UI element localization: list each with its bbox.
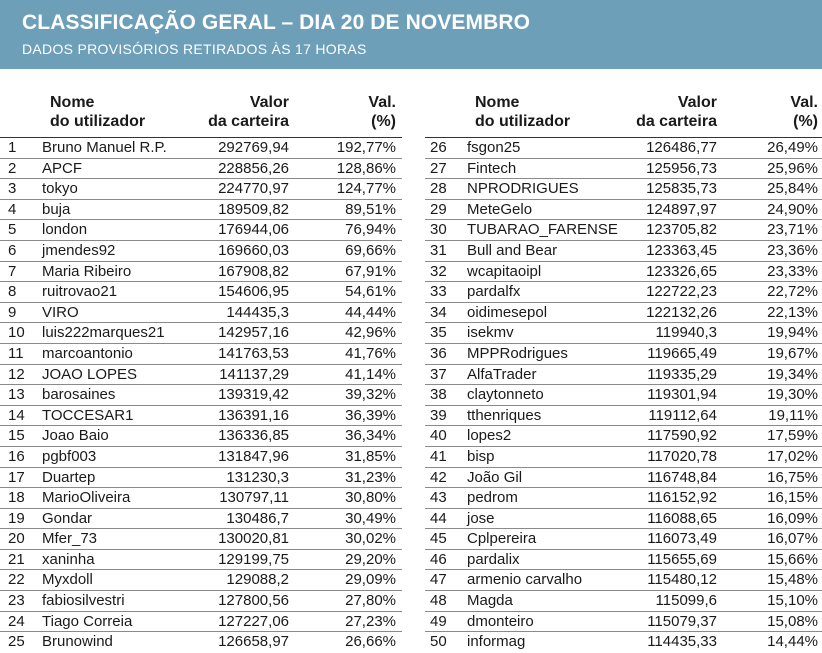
portfolio-value-cell: 129088,2 bbox=[226, 571, 289, 589]
column-header-value-line1: Valor bbox=[249, 94, 289, 111]
portfolio-value-cell: 117590,92 bbox=[647, 427, 717, 445]
table-row bbox=[425, 344, 822, 365]
pct-change-cell: 29,20% bbox=[345, 550, 396, 568]
username-cell: Cplpereira bbox=[467, 530, 537, 548]
rank-cell: 44 bbox=[430, 509, 447, 527]
rank-cell: 28 bbox=[430, 180, 447, 198]
rank-cell: 32 bbox=[430, 262, 447, 280]
portfolio-value-cell: 126658,97 bbox=[218, 633, 289, 651]
username-cell: bisp bbox=[467, 447, 495, 465]
username-cell: MPPRodrigues bbox=[467, 344, 568, 362]
username-cell: João Gil bbox=[467, 468, 523, 486]
rank-cell: 21 bbox=[8, 550, 25, 568]
portfolio-value-cell: 115099,6 bbox=[655, 592, 717, 610]
pct-change-cell: 23,36% bbox=[767, 241, 818, 259]
table-row bbox=[0, 303, 402, 324]
table-row bbox=[0, 385, 402, 406]
column-header-value bbox=[208, 93, 289, 131]
rank-cell: 41 bbox=[430, 447, 447, 465]
username-cell: tthenriques bbox=[467, 406, 542, 424]
table-row bbox=[425, 488, 822, 509]
username-cell: MeteGelo bbox=[467, 200, 533, 218]
pct-change-cell: 30,49% bbox=[345, 509, 396, 527]
rank-cell: 5 bbox=[8, 221, 17, 239]
rank-cell: 4 bbox=[8, 200, 17, 218]
table-row bbox=[0, 159, 402, 180]
portfolio-value-cell: 123326,65 bbox=[646, 262, 717, 280]
pct-change-cell: 15,48% bbox=[767, 571, 818, 589]
pct-change-cell: 41,76% bbox=[345, 344, 396, 362]
rank-cell: 33 bbox=[430, 283, 447, 301]
username-cell: Gondar bbox=[42, 509, 93, 527]
username-cell: fsgon25 bbox=[467, 139, 521, 156]
table-row bbox=[425, 262, 822, 283]
pct-change-cell: 29,09% bbox=[345, 571, 396, 589]
rank-cell: 30 bbox=[430, 221, 447, 239]
portfolio-value-cell: 126486,77 bbox=[646, 139, 717, 156]
table-header bbox=[0, 91, 402, 137]
column-header-value-line1: Valor bbox=[677, 94, 717, 111]
table-row bbox=[425, 591, 822, 612]
table-row bbox=[0, 426, 402, 447]
table-row bbox=[0, 241, 402, 262]
table-row bbox=[0, 529, 402, 550]
rank-cell: 20 bbox=[8, 530, 25, 548]
rank-cell: 39 bbox=[430, 406, 447, 424]
column-header-pct bbox=[790, 93, 818, 131]
rank-cell: 42 bbox=[430, 468, 447, 486]
portfolio-value-cell: 127800,56 bbox=[218, 592, 289, 610]
table-row bbox=[425, 468, 822, 489]
table-row bbox=[425, 303, 822, 324]
username-cell: marcoantonio bbox=[42, 344, 133, 362]
username-cell: APCF bbox=[42, 159, 83, 177]
pct-change-cell: 41,14% bbox=[345, 365, 396, 383]
table-row bbox=[425, 220, 822, 241]
portfolio-value-cell: 119665,49 bbox=[647, 344, 717, 362]
column-header-name-line2: do utilizador bbox=[475, 113, 571, 130]
portfolio-value-cell: 144435,3 bbox=[226, 303, 289, 321]
table-row bbox=[425, 323, 822, 344]
portfolio-value-cell: 115480,12 bbox=[647, 571, 717, 589]
portfolio-value-cell: 129199,75 bbox=[218, 550, 289, 568]
column-header-pct-line1: Val. bbox=[790, 94, 818, 111]
username-cell: lopes2 bbox=[467, 427, 512, 445]
table-row bbox=[0, 179, 402, 200]
table-row bbox=[0, 220, 402, 241]
username-cell: dmonteiro bbox=[467, 612, 534, 630]
username-cell: TUBARAO_FARENSE bbox=[467, 221, 618, 239]
portfolio-value-cell: 123705,82 bbox=[646, 221, 717, 239]
portfolio-value-cell: 141137,29 bbox=[219, 365, 289, 383]
pct-change-cell: 25,84% bbox=[767, 180, 818, 198]
rank-cell: 8 bbox=[8, 283, 17, 301]
rank-cell: 38 bbox=[430, 386, 447, 404]
table-body bbox=[425, 137, 822, 653]
rank-cell: 14 bbox=[8, 406, 25, 424]
rank-cell: 50 bbox=[430, 633, 447, 651]
column-header-name-line1: Nome bbox=[475, 94, 520, 111]
rank-cell: 43 bbox=[430, 489, 447, 507]
username-cell: jose bbox=[467, 509, 495, 527]
username-cell: Brunowind bbox=[42, 633, 113, 651]
column-header-pct-line1: Val. bbox=[368, 94, 396, 111]
portfolio-value-cell: 228856,26 bbox=[218, 159, 289, 177]
table-header bbox=[425, 91, 822, 137]
pct-change-cell: 23,71% bbox=[767, 221, 818, 239]
rank-cell: 24 bbox=[8, 612, 25, 630]
rank-cell: 2 bbox=[8, 159, 17, 177]
rank-cell: 9 bbox=[8, 303, 17, 321]
portfolio-value-cell: 130486,7 bbox=[226, 509, 289, 527]
table-row bbox=[425, 570, 822, 591]
pct-change-cell: 15,08% bbox=[767, 612, 818, 630]
table-row bbox=[0, 591, 402, 612]
portfolio-value-cell: 136391,16 bbox=[218, 406, 289, 424]
pct-change-cell: 89,51% bbox=[345, 200, 396, 218]
pct-change-cell: 22,13% bbox=[767, 303, 818, 321]
rank-cell: 37 bbox=[430, 365, 447, 383]
table-row bbox=[425, 179, 822, 200]
pct-change-cell: 26,66% bbox=[345, 633, 396, 651]
portfolio-value-cell: 119335,29 bbox=[647, 365, 717, 383]
table-row bbox=[0, 447, 402, 468]
table-row bbox=[0, 200, 402, 221]
portfolio-value-cell: 131230,3 bbox=[226, 468, 289, 486]
rank-cell: 27 bbox=[430, 159, 447, 177]
portfolio-value-cell: 117020,78 bbox=[647, 447, 717, 465]
portfolio-value-cell: 189509,82 bbox=[218, 200, 289, 218]
table-row bbox=[425, 632, 822, 653]
table-row bbox=[0, 570, 402, 591]
portfolio-value-cell: 292769,94 bbox=[218, 139, 289, 156]
portfolio-value-cell: 127227,06 bbox=[218, 612, 289, 630]
portfolio-value-cell: 136336,85 bbox=[218, 427, 289, 445]
username-cell: tokyo bbox=[42, 180, 78, 198]
rank-cell: 22 bbox=[8, 571, 25, 589]
rank-cell: 47 bbox=[430, 571, 447, 589]
column-header-value-line2: da carteira bbox=[636, 113, 717, 130]
rank-cell: 26 bbox=[430, 139, 447, 156]
username-cell: MarioOliveira bbox=[42, 489, 131, 507]
table-row bbox=[425, 385, 822, 406]
portfolio-value-cell: 125835,73 bbox=[646, 180, 717, 198]
pct-change-cell: 54,61% bbox=[345, 283, 396, 301]
rank-cell: 35 bbox=[430, 324, 447, 342]
username-cell: pgbf003 bbox=[42, 447, 97, 465]
table-row bbox=[0, 488, 402, 509]
portfolio-value-cell: 176944,06 bbox=[218, 221, 289, 239]
username-cell: jmendes92 bbox=[42, 241, 116, 259]
portfolio-value-cell: 169660,03 bbox=[218, 241, 289, 259]
column-header-value-line2: da carteira bbox=[208, 113, 289, 130]
rank-cell: 12 bbox=[8, 365, 25, 383]
username-cell: Myxdoll bbox=[42, 571, 93, 589]
username-cell: pardalix bbox=[467, 550, 520, 568]
username-cell: VIRO bbox=[42, 303, 79, 321]
username-cell: Duartep bbox=[42, 468, 96, 486]
rank-cell: 48 bbox=[430, 592, 447, 610]
username-cell: JOAO LOPES bbox=[42, 365, 138, 383]
rank-cell: 19 bbox=[8, 509, 25, 527]
pct-change-cell: 67,91% bbox=[345, 262, 396, 280]
pct-change-cell: 19,67% bbox=[767, 344, 818, 362]
pct-change-cell: 36,39% bbox=[345, 406, 396, 424]
pct-change-cell: 124,77% bbox=[336, 180, 396, 198]
username-cell: Bruno Manuel R.P. bbox=[42, 139, 167, 156]
pct-change-cell: 30,02% bbox=[345, 530, 396, 548]
portfolio-value-cell: 119940,3 bbox=[655, 324, 717, 342]
portfolio-value-cell: 122722,23 bbox=[646, 283, 717, 301]
portfolio-value-cell: 119301,94 bbox=[647, 386, 717, 404]
rank-cell: 49 bbox=[430, 612, 447, 630]
rank-cell: 36 bbox=[430, 344, 447, 362]
table-row bbox=[0, 323, 402, 344]
table-row bbox=[425, 159, 822, 180]
rank-cell: 23 bbox=[8, 592, 25, 610]
rank-cell: 3 bbox=[8, 180, 17, 198]
ranking-table-left bbox=[0, 91, 402, 653]
pct-change-cell: 16,09% bbox=[767, 509, 818, 527]
username-cell: Magda bbox=[467, 592, 513, 610]
table-row bbox=[425, 426, 822, 447]
username-cell: Mfer_73 bbox=[42, 530, 98, 548]
pct-change-cell: 23,33% bbox=[767, 262, 818, 280]
column-header-name-line2: do utilizador bbox=[50, 113, 146, 130]
pct-change-cell: 17,02% bbox=[767, 447, 818, 465]
username-cell: london bbox=[42, 221, 88, 239]
username-cell: oidimesepol bbox=[467, 303, 548, 321]
username-cell: Joao Baio bbox=[42, 427, 109, 445]
table-row bbox=[0, 612, 402, 633]
pct-change-cell: 27,23% bbox=[345, 612, 396, 630]
pct-change-cell: 16,07% bbox=[767, 530, 818, 548]
portfolio-value-cell: 131847,96 bbox=[218, 447, 289, 465]
rank-cell: 40 bbox=[430, 427, 447, 445]
username-cell: xaninha bbox=[42, 550, 95, 568]
pct-change-cell: 16,15% bbox=[767, 489, 818, 507]
username-cell: wcapitaoipl bbox=[467, 262, 542, 280]
page-title: CLASSIFICAÇÃO GERAL – DIA 20 DE NOVEMBRO bbox=[22, 11, 531, 34]
username-cell: TOCCESAR1 bbox=[42, 406, 134, 424]
pct-change-cell: 36,34% bbox=[345, 427, 396, 445]
portfolio-value-cell: 116748,84 bbox=[647, 468, 717, 486]
rank-cell: 34 bbox=[430, 303, 447, 321]
pct-change-cell: 19,30% bbox=[767, 386, 818, 404]
rank-cell: 11 bbox=[8, 344, 24, 362]
table-row bbox=[425, 509, 822, 530]
username-cell: NPRODRIGUES bbox=[467, 180, 579, 198]
portfolio-value-cell: 224770,97 bbox=[218, 180, 289, 198]
portfolio-value-cell: 114435,33 bbox=[647, 633, 717, 651]
table-row bbox=[0, 365, 402, 386]
rank-cell: 10 bbox=[8, 324, 25, 342]
column-header-pct-line2: (%) bbox=[371, 113, 396, 130]
username-cell: luis222marques21 bbox=[42, 324, 165, 342]
username-cell: barosaines bbox=[42, 386, 116, 404]
table-row bbox=[425, 282, 822, 303]
rank-cell: 16 bbox=[8, 447, 25, 465]
table-row bbox=[0, 509, 402, 530]
portfolio-value-cell: 115079,37 bbox=[647, 612, 717, 630]
pct-change-cell: 44,44% bbox=[345, 303, 396, 321]
pct-change-cell: 19,11% bbox=[768, 406, 818, 424]
table-row bbox=[0, 550, 402, 571]
username-cell: isekmv bbox=[467, 324, 514, 342]
pct-change-cell: 76,94% bbox=[345, 221, 396, 239]
pct-change-cell: 31,85% bbox=[345, 447, 396, 465]
portfolio-value-cell: 119112,64 bbox=[648, 406, 717, 424]
pct-change-cell: 22,72% bbox=[767, 283, 818, 301]
pct-change-cell: 15,66% bbox=[767, 550, 818, 568]
table-row bbox=[425, 200, 822, 221]
portfolio-value-cell: 142957,16 bbox=[218, 324, 289, 342]
table-row bbox=[0, 468, 402, 489]
portfolio-value-cell: 139319,42 bbox=[218, 386, 289, 404]
table-row bbox=[425, 365, 822, 386]
pct-change-cell: 24,90% bbox=[767, 200, 818, 218]
table-row bbox=[425, 550, 822, 571]
pct-change-cell: 17,59% bbox=[767, 427, 818, 445]
portfolio-value-cell: 123363,45 bbox=[646, 241, 717, 259]
table-row bbox=[0, 406, 402, 427]
portfolio-value-cell: 124897,97 bbox=[646, 200, 717, 218]
portfolio-value-cell: 125956,73 bbox=[646, 159, 717, 177]
pct-change-cell: 16,75% bbox=[767, 468, 818, 486]
username-cell: Maria Ribeiro bbox=[42, 262, 132, 280]
table-row bbox=[425, 612, 822, 633]
username-cell: informag bbox=[467, 633, 526, 651]
rank-cell: 7 bbox=[8, 262, 17, 280]
pct-change-cell: 25,96% bbox=[767, 159, 818, 177]
portfolio-value-cell: 130797,11 bbox=[219, 489, 289, 507]
ranking-table-right bbox=[425, 91, 822, 653]
username-cell: claytonneto bbox=[467, 386, 544, 404]
column-header-pct-line2: (%) bbox=[793, 113, 818, 130]
page-subtitle: DADOS PROVISÓRIOS RETIRADOS ÀS 17 HORAS bbox=[22, 41, 367, 57]
table-body bbox=[0, 137, 402, 653]
table-row bbox=[0, 282, 402, 303]
pct-change-cell: 69,66% bbox=[345, 241, 396, 259]
rank-cell: 46 bbox=[430, 550, 447, 568]
username-cell: Tiago Correia bbox=[42, 612, 133, 630]
rank-cell: 29 bbox=[430, 200, 447, 218]
pct-change-cell: 39,32% bbox=[345, 386, 396, 404]
portfolio-value-cell: 122132,26 bbox=[646, 303, 717, 321]
rank-cell: 1 bbox=[8, 139, 17, 156]
pct-change-cell: 128,86% bbox=[336, 159, 396, 177]
pct-change-cell: 19,94% bbox=[767, 324, 818, 342]
table-row bbox=[425, 529, 822, 550]
pct-change-cell: 31,23% bbox=[345, 468, 396, 486]
username-cell: armenio carvalho bbox=[467, 571, 583, 589]
pct-change-cell: 15,10% bbox=[767, 592, 818, 610]
rank-cell: 45 bbox=[430, 530, 447, 548]
table-row bbox=[425, 447, 822, 468]
table-row bbox=[0, 138, 402, 159]
pct-change-cell: 14,44% bbox=[767, 633, 818, 651]
portfolio-value-cell: 116073,49 bbox=[647, 530, 717, 548]
portfolio-value-cell: 116152,92 bbox=[647, 489, 717, 507]
portfolio-value-cell: 116088,65 bbox=[647, 509, 717, 527]
table-row bbox=[0, 632, 402, 653]
column-header-name bbox=[475, 93, 570, 131]
column-header-name bbox=[50, 93, 145, 131]
username-cell: pedrom bbox=[467, 489, 518, 507]
username-cell: fabiosilvestri bbox=[42, 592, 125, 610]
rank-cell: 15 bbox=[8, 427, 25, 445]
rank-cell: 17 bbox=[8, 468, 25, 486]
rank-cell: 25 bbox=[8, 633, 25, 651]
rank-cell: 13 bbox=[8, 386, 25, 404]
username-cell: AlfaTrader bbox=[467, 365, 537, 383]
header-banner bbox=[0, 0, 822, 69]
rank-cell: 18 bbox=[8, 489, 25, 507]
table-row bbox=[425, 138, 822, 159]
rank-cell: 6 bbox=[8, 241, 17, 259]
portfolio-value-cell: 141763,53 bbox=[218, 344, 289, 362]
pct-change-cell: 42,96% bbox=[345, 324, 396, 342]
portfolio-value-cell: 130020,81 bbox=[218, 530, 289, 548]
username-cell: pardalfx bbox=[467, 283, 521, 301]
username-cell: buja bbox=[42, 200, 71, 218]
column-header-name-line1: Nome bbox=[50, 94, 95, 111]
table-row bbox=[425, 406, 822, 427]
table-row bbox=[0, 262, 402, 283]
table-row bbox=[0, 344, 402, 365]
column-header-pct bbox=[368, 93, 396, 131]
rank-cell: 31 bbox=[430, 241, 447, 259]
username-cell: ruitrovao21 bbox=[42, 283, 118, 301]
pct-change-cell: 192,77% bbox=[336, 139, 396, 156]
table-row bbox=[425, 241, 822, 262]
pct-change-cell: 26,49% bbox=[767, 139, 818, 156]
portfolio-value-cell: 115655,69 bbox=[647, 550, 717, 568]
pct-change-cell: 27,80% bbox=[345, 592, 396, 610]
pct-change-cell: 19,34% bbox=[767, 365, 818, 383]
portfolio-value-cell: 154606,95 bbox=[218, 283, 289, 301]
username-cell: Bull and Bear bbox=[467, 241, 558, 259]
column-header-value bbox=[636, 93, 717, 131]
portfolio-value-cell: 167908,82 bbox=[218, 262, 289, 280]
username-cell: Fintech bbox=[467, 159, 517, 177]
pct-change-cell: 30,80% bbox=[345, 489, 396, 507]
